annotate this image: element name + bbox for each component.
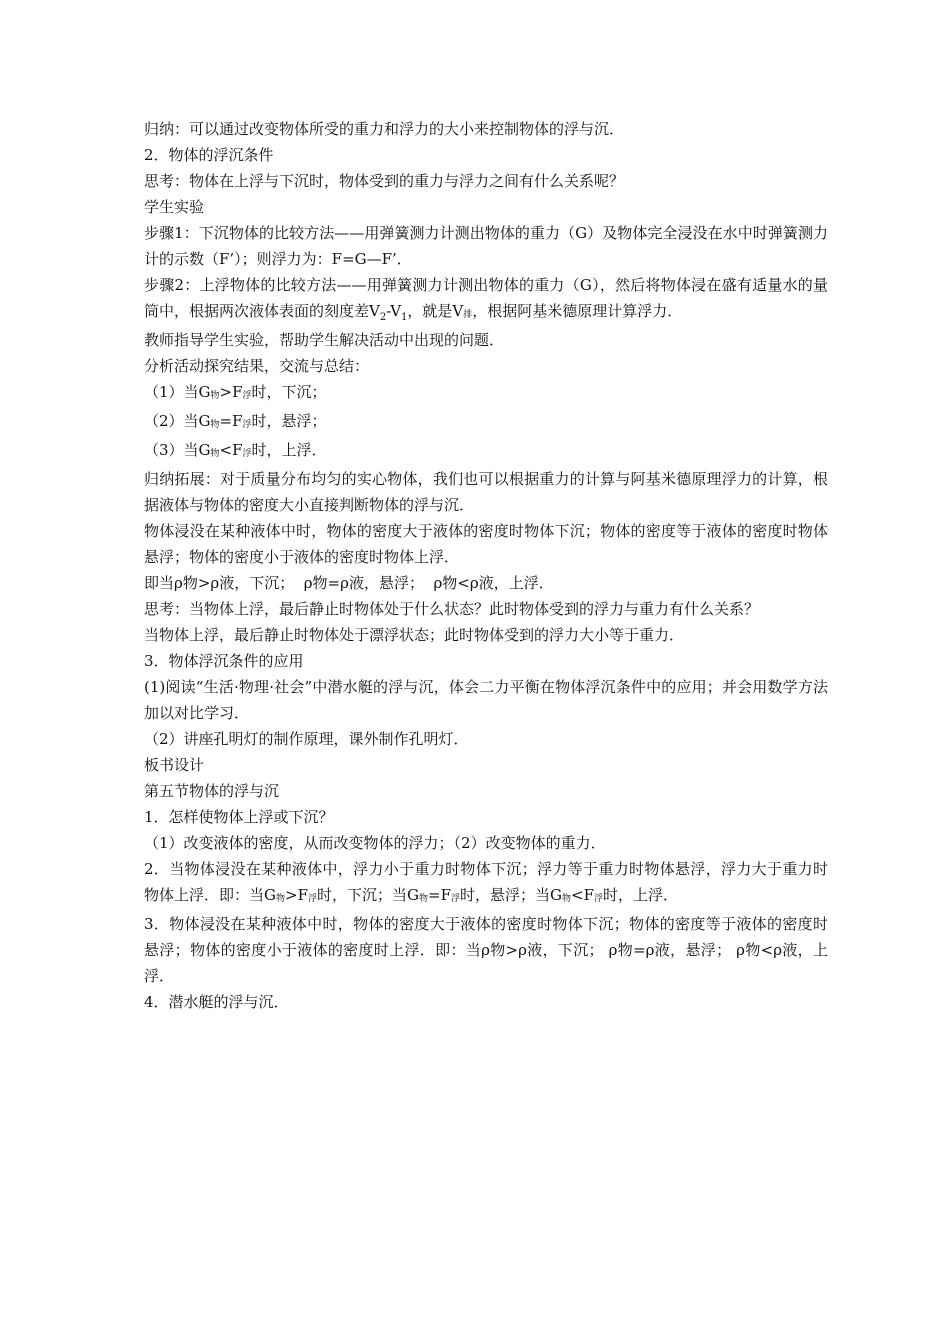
paragraph-think-2: 思考：当物体上浮，最后静止时物体处于什么状态？此时物体受到的浮力与重力有什么关系？ (144, 600, 760, 618)
paragraph-summary: 归纳：可以通过改变物体所受的重力和浮力的大小来控制物体的浮与沉． (144, 120, 625, 138)
paragraph-density-rule: 物体浸没在某种液体中时，物体的密度大于液体的密度时物体下沉；物体的密度等于液体的密度时物体悬浮；物体的密度小于液体的密度时物体上浮． (144, 522, 828, 566)
heading-student-experiment: 学生实验 (144, 198, 205, 216)
document-page (144, 116, 828, 1015)
heading-section-title: 第五节物体的浮与沉 (144, 782, 280, 800)
board-item-1-detail: （1）改变液体的密度，从而改变物体的浮力；（2）改变物体的重力． (144, 834, 606, 852)
paragraph-extension: 归纳拓展：对于质量分布均匀的实心物体，我们也可以根据重力的计算与阿基米德原理浮力的计算，根据液体与物体的密度大小直接判断物体的浮与沉． (144, 470, 828, 514)
paragraph-step-1: 步骤1：下沉物体的比较方法——用弹簧测力计测出物体的重力（G）及物体完全浸没在水中时弹簧测力计的示数（F’）；则浮力为：F=G—F’． (144, 224, 828, 268)
heading-float-sink-conditions: 2．物体的浮沉条件 (144, 146, 274, 164)
paragraph-analysis: 分析活动探究结果，交流与总结： (144, 357, 370, 375)
heading-applications: 3．物体浮沉条件的应用 (144, 652, 304, 670)
condition-float: （3）当G物<F浮时，上浮． (144, 441, 327, 459)
paragraph-step-2: 步骤2：上浮物体的比较方法——用弹簧测力计测出物体的重力（G），然后将物体浸在盛有适量水的量筒中，根据两次液体表面的刻度差$V_2-V_1$，就是V排，根据阿基米德原理计算浮力． (144, 276, 828, 323)
paragraph-density-formula: 即当ρ物>ρ液，下沉； ρ物=ρ液，悬浮； ρ物<ρ液，上浮． (144, 574, 554, 592)
paragraph-teacher-guidance: 教师指导学生实验，帮助学生解决活动中出现的问题． (144, 331, 505, 349)
board-item-1: 1．怎样使物体上浮或下沉？ (144, 808, 334, 826)
condition-suspend: （2）当G物=F浮时，悬浮； (144, 412, 327, 430)
paragraph-application-1: (1)阅读“生活·物理·社会”中潜水艇的浮与沉，体会二力平衡在物体浮沉条件中的应用；并会用数学方法加以对比学习． (144, 678, 828, 722)
condition-sink: （1）当G物>F浮时，下沉； (144, 383, 327, 401)
paragraph-answer: 当物体上浮，最后静止时物体处于漂浮状态；此时物体受到的浮力大小等于重力． (144, 626, 685, 644)
paragraph-think-1: 思考：物体在上浮与下沉时，物体受到的重力与浮力之间有什么关系呢？ (144, 172, 625, 190)
board-item-3: 3．物体浸没在某种液体中时，物体的密度大于液体的密度时物体下沉；物体的密度等于液体的密度时悬浮；物体的密度小于液体的密度时上浮．即：当ρ物>ρ液，下沉； ρ物=ρ液，悬浮； ρ物<ρ液，上浮． (144, 915, 828, 985)
board-item-2: 2．当物体浸没在某种液体中，浮力小于重力时物体下沉；浮力等于重力时物体悬浮，浮力大于重力时物体上浮．即：当G物>F浮时，下沉；当G物=F浮时，悬浮；当G物<F浮时，上浮． (144, 860, 828, 904)
heading-board-design: 板书设计 (144, 756, 205, 774)
paragraph-application-2: （2）讲座孔明灯的制作原理，课外制作孔明灯． (144, 730, 469, 748)
board-item-4: 4．潜水艇的浮与沉． (144, 993, 289, 1011)
